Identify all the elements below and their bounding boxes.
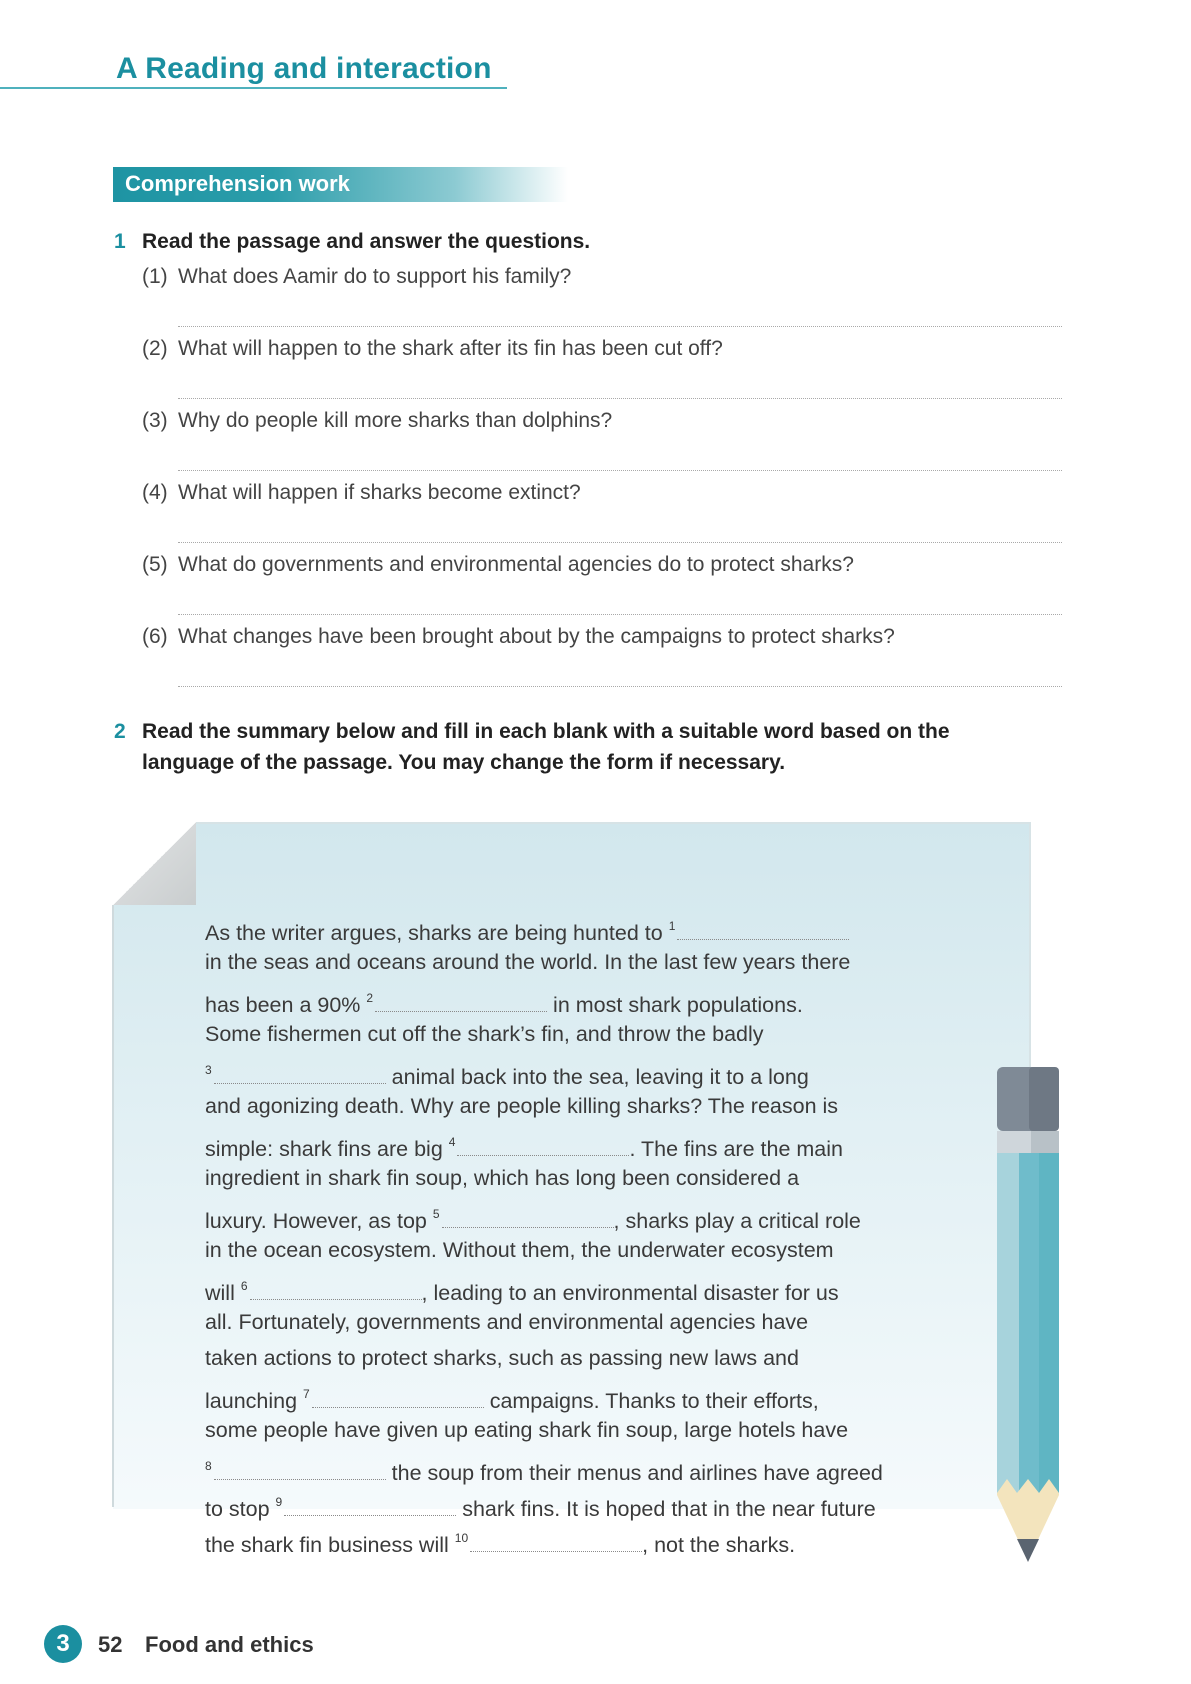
task2-number: 2 (114, 720, 126, 743)
summary-text-line: Some fishermen cut off the shark’s fin, and throw the badly (205, 1022, 764, 1046)
blank-number: 9 (275, 1495, 283, 1509)
summary-text-line: shark fins. It is hoped that in the near future (456, 1497, 876, 1521)
summary-text-line: the soup from their menus and airlines have agreed (385, 1461, 883, 1485)
question-number: (6) (142, 625, 168, 648)
answer-line[interactable] (178, 542, 1062, 543)
answer-line[interactable] (178, 614, 1062, 615)
summary-text-line: ingredient in shark fin soup, which has long been considered a (205, 1166, 800, 1190)
blank-number: 4 (448, 1135, 456, 1149)
task1-instruction: Read the passage and answer the questions. (142, 230, 591, 253)
summary-text-line: in the ocean ecosystem. Without them, the underwater ecosystem (205, 1238, 834, 1262)
summary-text-line: taken actions to protect sharks, such as passing new laws and (205, 1346, 799, 1370)
summary-text-line: has been a 90% (205, 993, 361, 1017)
question-text: What do governments and environmental agencies do to protect sharks? (178, 553, 854, 576)
blank-number: 3 (205, 1063, 212, 1077)
question-text: What will happen if sharks become extinct? (178, 481, 581, 504)
blank-number: 8 (205, 1459, 212, 1473)
question-text: What changes have been brought about by the campaigns to protect sharks? (178, 625, 895, 648)
pencil-lead (1017, 1539, 1039, 1562)
section-underline (0, 87, 507, 89)
page-number: 52 (98, 1632, 123, 1657)
summary-text-line: to stop (205, 1497, 270, 1521)
blank-number: 7 (303, 1387, 310, 1401)
blank-5[interactable] (442, 1209, 614, 1228)
note-folded-corner (113, 822, 196, 905)
question-number: (2) (142, 337, 168, 360)
blank-number: 2 (366, 991, 374, 1005)
summary-text-line: all. Fortunately, governments and environmental agencies have (205, 1310, 809, 1334)
blank-6[interactable] (250, 1281, 422, 1300)
blank-10[interactable] (470, 1533, 642, 1552)
question-number: (3) (142, 409, 168, 432)
question-text: What does Aamir do to support his family? (178, 265, 572, 288)
summary-text-line: campaigns. Thanks to their efforts, (483, 1389, 819, 1413)
question-number: (5) (142, 553, 168, 576)
blank-3[interactable] (214, 1065, 386, 1084)
summary-text-line: As the writer argues, sharks are being hunted to (205, 921, 663, 945)
answer-line[interactable] (178, 470, 1062, 471)
blank-number: 1 (668, 919, 676, 933)
blank-9[interactable] (284, 1497, 456, 1516)
answer-line[interactable] (178, 398, 1062, 399)
summary-text-line: and agonizing death. Why are people killing sharks? The reason is (205, 1094, 839, 1118)
summary-text-line: , not the sharks. (642, 1533, 796, 1557)
summary-text-line: will (205, 1281, 235, 1305)
unit-title: Food and ethics (145, 1632, 314, 1657)
answer-line[interactable] (178, 686, 1062, 687)
task2-instruction-line2: language of the passage. You may change the form if necessary. (142, 751, 786, 774)
summary-text-line: in most shark populations. (547, 993, 803, 1017)
summary-text-line: animal back into the sea, leaving it to a long (385, 1065, 809, 1089)
task1-number: 1 (114, 230, 126, 253)
summary-text-line: , leading to an environmental disaster for us (421, 1281, 839, 1305)
blank-8[interactable] (214, 1461, 386, 1480)
blank-1[interactable] (677, 921, 849, 940)
summary-text-line: , sharks play a critical role (613, 1209, 861, 1233)
summary-text-line: the shark fin business will (205, 1533, 449, 1557)
summary-text-line: in the seas and oceans around the world. In the last few years there (205, 950, 851, 974)
summary-text-line: luxury. However, as top (205, 1209, 427, 1233)
comprehension-label: Comprehension work (125, 171, 350, 196)
summary-text-line: . The fins are the main (629, 1137, 843, 1161)
answer-line[interactable] (178, 326, 1062, 327)
blank-2[interactable] (375, 993, 547, 1012)
question-text: What will happen to the shark after its fin has been cut off? (178, 337, 723, 360)
pencil-icon (995, 1067, 1061, 1577)
task2-instruction-line1: Read the summary below and fill in each blank with a suitable word based on the (142, 720, 950, 743)
summary-text-line: some people have given up eating shark fin soup, large hotels have (205, 1418, 849, 1442)
blank-number: 5 (432, 1207, 440, 1221)
note-edge (112, 905, 114, 1507)
question-number: (1) (142, 265, 168, 288)
question-text: Why do people kill more sharks than dolphins? (178, 409, 613, 432)
blank-number: 10 (454, 1531, 469, 1545)
blank-4[interactable] (457, 1137, 629, 1156)
comprehension-banner (113, 167, 568, 202)
blank-number: 6 (240, 1279, 248, 1293)
section-title: A Reading and interaction (116, 52, 492, 85)
question-number: (4) (142, 481, 168, 504)
summary-text-line: simple: shark fins are big (205, 1137, 443, 1161)
summary-text-line: launching (205, 1389, 298, 1413)
blank-7[interactable] (312, 1389, 484, 1408)
unit-badge: 3 (44, 1625, 82, 1663)
